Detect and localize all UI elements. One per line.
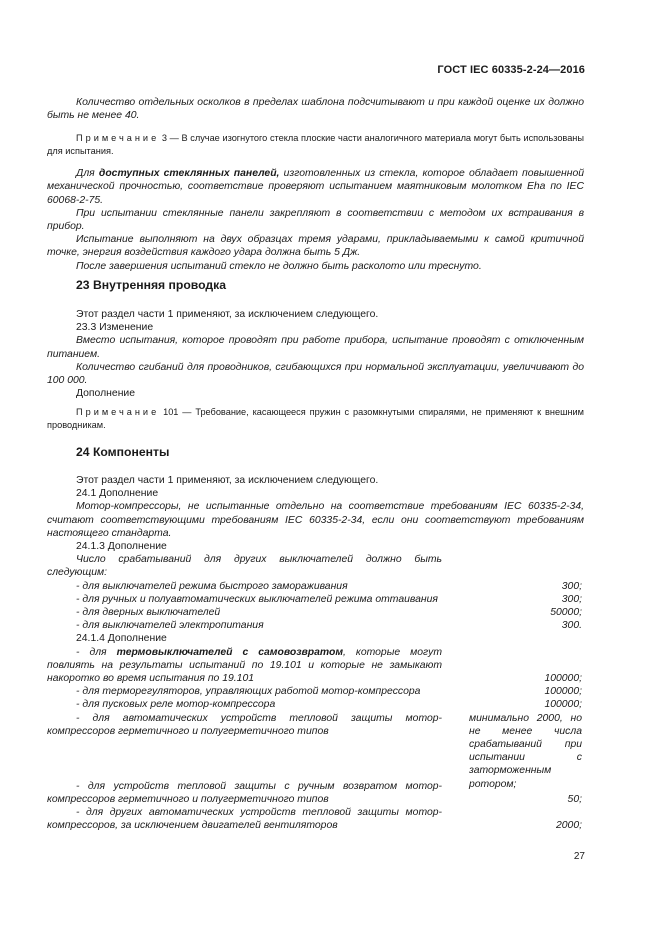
paragraph: Испытание выполняют на двух образцах тремя ударами, прикладываемыми к самой критичной точке, энергия воздействия каждого удара должна быть 5 Дж. bbox=[47, 234, 584, 259]
list-item: - для других автоматических устройств тепловой защиты мотор-компрессоров, за исключением двигателей вентиляторов 2000; bbox=[47, 807, 582, 832]
section-24-body bbox=[47, 474, 584, 832]
paragraph: При испытании стеклянные панели закрепляют в соответствии с методом их встраивания в прибор. bbox=[47, 207, 584, 233]
paragraph: Число срабатываний для других выключателей должно быть следующим: bbox=[47, 554, 442, 579]
paragraph: Этот раздел части 1 применяют, за исключением следующего. bbox=[76, 309, 379, 320]
subclause: 24.1 Дополнение bbox=[76, 488, 159, 500]
section-23-body bbox=[47, 308, 584, 431]
section-24-heading: 24 Компоненты bbox=[76, 445, 170, 459]
standard-header: ГОСТ IEC 60335-2-24—2016 bbox=[437, 64, 585, 76]
list-item: - для термовыключателей с самовозвратом, которые могут повлиять на результаты испытаний по 19.101 и которые не замыкают накоротко во время испытания по 19.101 100000; bbox=[47, 646, 582, 685]
note: Примечание 101 — Требование, касающееся пружин с разомкнутыми спиралями, не применяют к внешним проводникам. bbox=[47, 407, 584, 430]
section-23-heading: 23 Внутренняя проводка bbox=[76, 278, 227, 292]
paragraph: Количество отдельных осколков в пределах шаблона подсчитывают и при каждой оценке их должно быть не менее 40. bbox=[47, 97, 584, 122]
list-item: - для автоматических устройств тепловой защиты мотор-компрессоров герметичного и полугерметичного типов минимально 2000, но не менее числа срабатываний при испытании с заторможенным ротором; bbox=[47, 712, 582, 790]
list-item: - для устройств тепловой защиты с ручным возвратом мотор-компрессоров герметичного и полугерметичного типов 50; bbox=[47, 780, 582, 805]
paragraph: Количество сгибаний для проводников, сгибающихся при нормальной эксплуатации, увеличивают до 100 000. bbox=[47, 361, 584, 387]
list-item: - для ручных и полуавтоматических выключателей режима оттаивания 300; bbox=[76, 593, 582, 605]
note: Примечание 3 — В случае изогнутого стекла плоские части аналогичного материала могут быть использованы для испытания. bbox=[47, 133, 584, 156]
subclause: Дополнение bbox=[76, 388, 136, 400]
page-number: 27 bbox=[573, 851, 585, 862]
subclause: 23.3 Изменение bbox=[76, 322, 154, 334]
paragraph: Вместо испытания, которое проводят при работе прибора, испытание проводят с отключенным питанием. bbox=[47, 335, 584, 360]
paragraph: Для доступных стеклянных панелей, изготовленных из стекла, которое обладает повышенной механической прочностью, соответствие проверяют испытанием маятниковым молотком Eha по IEC 60068-2-75. bbox=[47, 168, 585, 206]
paragraph: Мотор-компрессоры, не испытанные отдельно на соответствие требованиям IEC 60335-2-34, считают соответствующими требованиям IEC 60335-2-34, если они соответствуют требованиям настоящего стандарта. bbox=[47, 501, 584, 539]
top-block bbox=[47, 96, 584, 273]
paragraph: Этот раздел части 1 применяют, за исключением следующего. bbox=[76, 475, 379, 486]
list-item: - для терморегуляторов, управляющих работой мотор-компрессора 100000; bbox=[76, 686, 582, 698]
list-item: - для пусковых реле мотор-компрессора 100000; bbox=[76, 699, 582, 711]
list-item: - для дверных выключателей 50000; bbox=[76, 607, 582, 619]
subclause: 24.1.4 Дополнение bbox=[76, 633, 167, 645]
subclause: 24.1.3 Дополнение bbox=[76, 541, 167, 553]
list-item: - для выключателей электропитания 300. bbox=[76, 620, 582, 632]
list-item: - для выключателей режима быстрого замораживания 300; bbox=[76, 580, 582, 592]
paragraph: После завершения испытаний стекло не должно быть расколото или треснуто. bbox=[76, 260, 482, 272]
